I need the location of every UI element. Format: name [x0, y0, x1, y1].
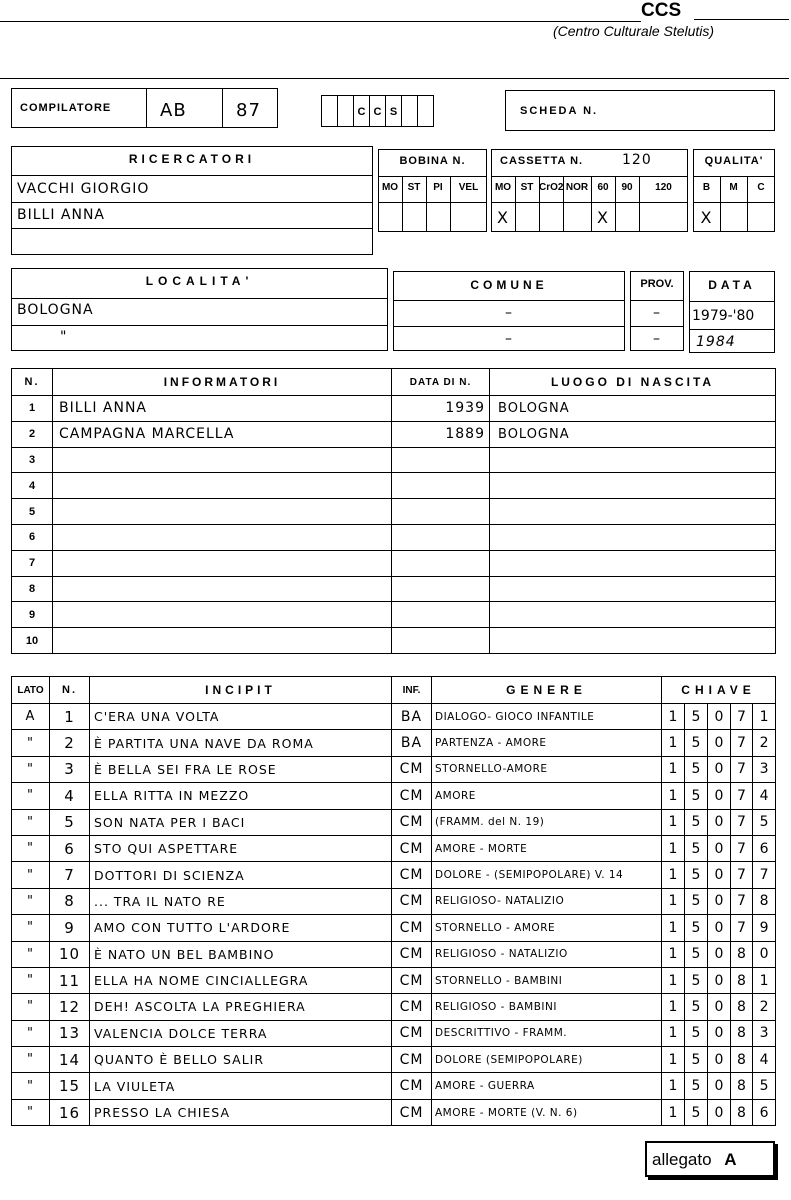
brano-incipit[interactable]: VALENCIA DOLCE TERRA [90, 1020, 392, 1046]
bobina-col-label: VEL [458, 182, 479, 193]
brano-genere[interactable]: DESCRITTIVO - FRAMM. [432, 1020, 662, 1046]
chiave-digit[interactable]: 5 [685, 941, 708, 967]
brano-genere[interactable]: RELIGIOSO - BAMBINI [432, 994, 662, 1020]
informatore-year[interactable] [392, 550, 490, 576]
qualita-mark[interactable]: X [700, 208, 713, 227]
chiave-digit[interactable]: 7 [731, 783, 753, 809]
informatore-name[interactable] [53, 576, 392, 602]
informatore-row [12, 550, 776, 576]
chiave-digit[interactable]: 0 [708, 941, 731, 967]
informatore-place[interactable] [490, 576, 776, 602]
chiave-digit[interactable]: 1 [662, 967, 685, 993]
brano-number[interactable]: 4 [50, 783, 90, 809]
brano-lato[interactable]: " [12, 835, 50, 861]
brano-genere[interactable]: AMORE - GUERRA [432, 1073, 662, 1099]
chiave-digit[interactable]: 7 [731, 888, 753, 914]
brano-lato[interactable]: " [12, 730, 50, 756]
brano-incipit[interactable]: SON NATA PER I BACI [90, 809, 392, 835]
informatore-row [12, 421, 776, 447]
inf-header: INF. [392, 677, 432, 704]
chiave-digit[interactable]: 5 [685, 1073, 708, 1099]
brano-genere[interactable]: AMORE - MORTE (V. N. 6) [432, 1099, 662, 1125]
brano-genere[interactable]: STORNELLO-AMORE [432, 756, 662, 782]
brano-lato[interactable]: " [12, 1073, 50, 1099]
chiave-digit[interactable]: 8 [731, 967, 753, 993]
brano-row [12, 1099, 776, 1125]
informatore-year[interactable] [392, 499, 490, 525]
chiave-digit[interactable]: 7 [731, 730, 753, 756]
informatore-row [12, 473, 776, 499]
bobina-col-label: PI [433, 182, 443, 193]
chiave-digit[interactable]: 1 [662, 1020, 685, 1046]
brano-number[interactable]: 9 [50, 915, 90, 941]
bobina-label: BOBINA N. [399, 155, 466, 167]
qualita-col-label: M [729, 182, 738, 193]
bobina-col-label: MO [381, 182, 399, 193]
inf-name-header: INFORMATORI [53, 369, 392, 396]
informatore-place[interactable] [490, 473, 776, 499]
informatore-year[interactable] [392, 473, 490, 499]
allegato-text: allegato [652, 1150, 712, 1169]
chiave-digit[interactable]: 0 [708, 1020, 731, 1046]
brano-row [12, 862, 776, 888]
cassetta-mark[interactable]: X [497, 208, 509, 227]
brano-incipit[interactable]: LA VIULETA [90, 1073, 392, 1099]
chiave-digit[interactable]: 0 [708, 967, 731, 993]
header-line-short [694, 19, 789, 20]
brano-number[interactable]: 3 [50, 756, 90, 782]
cassetta-col-label: 60 [597, 182, 609, 193]
informatore-number: 8 [12, 576, 53, 602]
inf-year-header: DATA DI N. [392, 369, 490, 396]
ricercatori-label: RICERCATORI [128, 152, 256, 166]
brano-number[interactable]: 14 [50, 1047, 90, 1073]
chiave-digit[interactable]: 1 [662, 730, 685, 756]
chiave-digit[interactable]: 8 [731, 1020, 753, 1046]
brano-lato[interactable]: " [12, 862, 50, 888]
chiave-digit[interactable]: 1 [662, 862, 685, 888]
brano-genere[interactable]: RELIGIOSO- NATALIZIO [432, 888, 662, 914]
informatore-place[interactable] [490, 628, 776, 654]
header-line-top [0, 21, 641, 22]
ccs-code-cell[interactable] [337, 95, 354, 127]
brano-genere[interactable]: PARTENZA - AMORE [432, 730, 662, 756]
brano-row [12, 809, 776, 835]
informatore-name[interactable] [53, 628, 392, 654]
informatore-place[interactable] [490, 602, 776, 628]
chiave-digit[interactable]: 0 [708, 704, 731, 730]
brano-incipit[interactable]: DEH! ASCOLTA LA PREGHIERA [90, 994, 392, 1020]
informatore-row [12, 499, 776, 525]
compilatore-number[interactable]: 87 [236, 100, 261, 121]
informatore-row [12, 602, 776, 628]
chiave-digit[interactable]: 0 [708, 862, 731, 888]
localita-value-1[interactable]: BOLOGNA [17, 302, 94, 318]
chiave-digit[interactable]: 7 [731, 835, 753, 861]
comune-value-1[interactable]: – [505, 305, 513, 321]
brano-number[interactable]: 15 [50, 1073, 90, 1099]
chiave-digit[interactable]: 0 [708, 809, 731, 835]
informatore-name[interactable] [53, 602, 392, 628]
brano-row [12, 730, 776, 756]
ccs-code-cell[interactable]: C [369, 95, 386, 127]
chiave-digit[interactable]: 0 [708, 888, 731, 914]
allegato-letter: A [724, 1150, 737, 1169]
informatore-row [12, 524, 776, 550]
cassetta-col-label: CrO2 [539, 182, 564, 193]
scheda-label: SCHEDA N. [520, 105, 599, 117]
chiave-digit[interactable]: 0 [753, 941, 776, 967]
chiave-digit[interactable]: 5 [685, 915, 708, 941]
brano-informatore[interactable]: CM [392, 1047, 432, 1073]
qualita-col-label: C [757, 182, 765, 193]
brano-incipit[interactable]: ... TRA IL NATO RE [90, 888, 392, 914]
brano-row [12, 967, 776, 993]
brano-incipit[interactable]: ELLA HA NOME CINCIALLEGRA [90, 967, 392, 993]
cassetta-col-label: NOR [565, 182, 589, 193]
chiave-digit[interactable]: 1 [662, 915, 685, 941]
chiave-digit[interactable]: 5 [685, 888, 708, 914]
chiave-digit[interactable]: 0 [708, 1047, 731, 1073]
ccs-code-boxes [322, 95, 434, 129]
chiave-digit[interactable]: 4 [753, 1047, 776, 1073]
incipit-header: INCIPIT [90, 677, 392, 704]
informatore-number: 6 [12, 524, 53, 550]
data-value-1[interactable]: 1979-'80 [692, 308, 755, 324]
inf-place-header: LUOGO DI NASCITA [490, 369, 776, 396]
chiave-digit[interactable]: 5 [685, 704, 708, 730]
brano-lato[interactable]: " [12, 756, 50, 782]
brano-number[interactable]: 1 [50, 704, 90, 730]
informatore-name[interactable] [53, 499, 392, 525]
chiave-digit[interactable]: 0 [708, 835, 731, 861]
brano-informatore[interactable]: CM [392, 1099, 432, 1125]
brano-number[interactable]: 12 [50, 994, 90, 1020]
chiave-digit[interactable]: 0 [708, 1099, 731, 1125]
chiave-digit[interactable]: 0 [708, 730, 731, 756]
ccs-code-cell[interactable] [417, 95, 434, 127]
brano-incipit[interactable]: È BELLA SEI FRA LE ROSE [90, 756, 392, 782]
informatore-year[interactable] [392, 447, 490, 473]
brano-lato[interactable]: " [12, 941, 50, 967]
brano-lato[interactable]: " [12, 1020, 50, 1046]
informatore-number: 7 [12, 550, 53, 576]
chiave-digit[interactable]: 5 [685, 730, 708, 756]
informatore-name[interactable] [53, 473, 392, 499]
informatori-table [11, 368, 776, 654]
prov-value-2[interactable]: – [653, 331, 661, 347]
informatore-number: 10 [12, 628, 53, 654]
cassetta-col-label: MO [494, 182, 512, 193]
informatore-year[interactable] [392, 628, 490, 654]
chiave-digit[interactable]: 1 [662, 994, 685, 1020]
chiave-digit[interactable]: 1 [662, 835, 685, 861]
brano-genere[interactable]: (FRAMM. del N. 19) [432, 809, 662, 835]
informatore-name[interactable]: CAMPAGNA MARCELLA [53, 421, 392, 447]
brano-row [12, 941, 776, 967]
chiave-digit[interactable]: 5 [685, 1047, 708, 1073]
brano-row [12, 1020, 776, 1046]
chiave-digit[interactable]: 1 [753, 704, 776, 730]
chiave-digit[interactable]: 6 [753, 835, 776, 861]
brano-informatore[interactable]: CM [392, 809, 432, 835]
bobina-col-label: ST [407, 182, 421, 193]
brano-informatore[interactable]: CM [392, 835, 432, 861]
brano-genere[interactable]: AMORE - MORTE [432, 835, 662, 861]
chiave-digit[interactable]: 5 [685, 756, 708, 782]
lato-header: LATO [12, 677, 50, 704]
ccs-code-cell[interactable]: S [385, 95, 402, 127]
brano-number[interactable]: 6 [50, 835, 90, 861]
header-line-bottom [0, 78, 789, 79]
ccs-code-cell[interactable] [321, 95, 338, 127]
chiave-digit[interactable]: 5 [753, 809, 776, 835]
brano-number[interactable]: 2 [50, 730, 90, 756]
brano-informatore[interactable]: CM [392, 941, 432, 967]
informatore-name[interactable] [53, 524, 392, 550]
brani-table [11, 676, 776, 1126]
informatore-year[interactable]: 1939 [392, 396, 490, 422]
brano-incipit[interactable]: ELLA RITTA IN MEZZO [90, 783, 392, 809]
chiave-digit[interactable]: 8 [753, 888, 776, 914]
brano-informatore[interactable]: CM [392, 862, 432, 888]
informatore-place[interactable] [490, 524, 776, 550]
chiave-digit[interactable]: 5 [685, 835, 708, 861]
chiave-digit[interactable]: 0 [708, 756, 731, 782]
chiave-digit[interactable]: 8 [731, 1047, 753, 1073]
brano-lato[interactable]: " [12, 1047, 50, 1073]
chiave-digit[interactable]: 8 [731, 994, 753, 1020]
brano-informatore[interactable]: CM [392, 756, 432, 782]
brano-incipit[interactable]: È PARTITA UNA NAVE DA ROMA [90, 730, 392, 756]
informatore-year[interactable] [392, 602, 490, 628]
chiave-digit[interactable]: 0 [708, 915, 731, 941]
informatore-name[interactable] [53, 550, 392, 576]
brano-informatore[interactable]: CM [392, 1073, 432, 1099]
chiave-digit[interactable]: 8 [731, 1099, 753, 1125]
cassetta-col-label: 120 [655, 182, 672, 193]
chiave-digit[interactable]: 7 [731, 704, 753, 730]
chiave-digit[interactable]: 7 [731, 915, 753, 941]
brano-informatore[interactable]: CM [392, 915, 432, 941]
informatore-place[interactable]: BOLOGNA [490, 396, 776, 422]
brano-lato[interactable]: A [12, 704, 50, 730]
prov-label: PROV. [640, 278, 674, 290]
chiave-digit[interactable]: 2 [753, 994, 776, 1020]
chiave-digit[interactable]: 7 [731, 756, 753, 782]
informatore-name[interactable] [53, 447, 392, 473]
chiave-digit[interactable]: 8 [731, 941, 753, 967]
informatore-place[interactable] [490, 499, 776, 525]
chiave-digit[interactable]: 5 [685, 1020, 708, 1046]
ccs-title: CCS [641, 0, 682, 21]
brano-row [12, 783, 776, 809]
chiave-digit[interactable]: 8 [731, 1073, 753, 1099]
ricercatore-name-1[interactable]: VACCHI GIORGIO [17, 181, 150, 197]
brano-row [12, 835, 776, 861]
chiave-digit[interactable]: 1 [662, 809, 685, 835]
chiave-digit[interactable]: 1 [662, 756, 685, 782]
chiave-digit[interactable]: 5 [685, 967, 708, 993]
compilatore-value[interactable]: AB [160, 100, 187, 121]
chiave-digit[interactable]: 9 [753, 915, 776, 941]
brano-genere[interactable]: DOLORE - (SEMIPOPOLARE) V. 14 [432, 862, 662, 888]
data-value-2[interactable]: 1984 [696, 334, 736, 350]
brano-incipit[interactable]: QUANTO È BELLO SALIR [90, 1047, 392, 1073]
brano-informatore[interactable]: BA [392, 730, 432, 756]
cassetta-mark[interactable]: X [597, 208, 609, 227]
prov-value-1[interactable]: – [653, 305, 661, 321]
brano-genere[interactable]: STORNELLO - BAMBINI [432, 967, 662, 993]
brano-row [12, 1047, 776, 1073]
cassetta-col-label: ST [520, 182, 534, 193]
chiave-digit[interactable]: 1 [753, 967, 776, 993]
genere-header: GENERE [432, 677, 662, 704]
qualita-label: QUALITA' [704, 155, 764, 167]
informatore-year[interactable] [392, 524, 490, 550]
comune-label: COMUNE [470, 278, 548, 292]
chiave-digit[interactable]: 0 [708, 994, 731, 1020]
chiave-digit[interactable]: 6 [753, 1099, 776, 1125]
informatore-place[interactable]: BOLOGNA [490, 421, 776, 447]
chiave-digit[interactable]: 7 [753, 862, 776, 888]
chiave-digit[interactable]: 5 [685, 862, 708, 888]
brano-informatore[interactable]: CM [392, 783, 432, 809]
brano-number[interactable]: 13 [50, 1020, 90, 1046]
informatore-number: 1 [12, 396, 53, 422]
chiave-header: CHIAVE [662, 677, 776, 704]
brano-number[interactable]: 5 [50, 809, 90, 835]
informatore-name[interactable]: BILLI ANNA [53, 396, 392, 422]
brano-incipit[interactable]: È NATO UN BEL BAMBINO [90, 941, 392, 967]
chiave-digit[interactable]: 7 [731, 862, 753, 888]
brano-incipit[interactable]: STO QUI ASPETTARE [90, 835, 392, 861]
chiave-digit[interactable]: 1 [662, 1099, 685, 1125]
chiave-digit[interactable]: 3 [753, 1020, 776, 1046]
informatore-row [12, 576, 776, 602]
chiave-digit[interactable]: 3 [753, 756, 776, 782]
brano-genere[interactable]: DOLORE (SEMIPOPOLARE) [432, 1047, 662, 1073]
informatore-number: 5 [12, 499, 53, 525]
brano-informatore[interactable]: BA [392, 704, 432, 730]
chiave-digit[interactable]: 0 [708, 1073, 731, 1099]
informatore-year[interactable] [392, 576, 490, 602]
informatore-number: 9 [12, 602, 53, 628]
localita-label: LOCALITA' [145, 274, 254, 288]
brano-row [12, 756, 776, 782]
brano-lato[interactable]: " [12, 994, 50, 1020]
informatore-row [12, 447, 776, 473]
informatore-number: 4 [12, 473, 53, 499]
brano-incipit[interactable]: PRESSO LA CHIESA [90, 1099, 392, 1125]
chiave-digit[interactable]: 1 [662, 1073, 685, 1099]
chiave-digit[interactable]: 5 [685, 1099, 708, 1125]
brano-lato[interactable]: " [12, 915, 50, 941]
brano-genere[interactable]: AMORE [432, 783, 662, 809]
chiave-digit[interactable]: 5 [753, 1073, 776, 1099]
brano-informatore[interactable]: CM [392, 994, 432, 1020]
cassetta-number[interactable]: 120 [622, 152, 652, 168]
cassetta-col-label: 90 [621, 182, 633, 193]
localita-value-2[interactable]: " [60, 329, 68, 345]
brano-incipit[interactable]: DOTTORI DI SCIENZA [90, 862, 392, 888]
brano-number[interactable]: 11 [50, 967, 90, 993]
comune-value-2[interactable]: – [505, 331, 513, 347]
chiave-digit[interactable]: 5 [685, 809, 708, 835]
brano-genere[interactable]: RELIGIOSO - NATALIZIO [432, 941, 662, 967]
informatore-place[interactable] [490, 447, 776, 473]
inf-n-header: N. [12, 369, 53, 396]
brano-genere[interactable]: STORNELLO - AMORE [432, 915, 662, 941]
brano-row [12, 915, 776, 941]
chiave-digit[interactable]: 1 [662, 783, 685, 809]
ccs-code-cell[interactable]: C [353, 95, 370, 127]
compilatore-label: COMPILATORE [20, 102, 112, 114]
brano-lato[interactable]: " [12, 809, 50, 835]
informatore-year[interactable]: 1889 [392, 421, 490, 447]
brano-incipit[interactable]: AMO CON TUTTO L'ARDORE [90, 915, 392, 941]
chiave-digit[interactable]: 5 [685, 783, 708, 809]
brano-row [12, 994, 776, 1020]
chiave-digit[interactable]: 0 [708, 783, 731, 809]
ccs-code-cell[interactable] [401, 95, 418, 127]
informatore-number: 2 [12, 421, 53, 447]
cassetta-label: CASSETTA N. [500, 155, 584, 167]
chiave-digit[interactable]: 1 [662, 704, 685, 730]
brano-incipit[interactable]: C'ERA UNA VOLTA [90, 704, 392, 730]
ccs-subtitle: (Centro Culturale Stelutis) [553, 23, 715, 39]
chiave-digit[interactable]: 1 [662, 888, 685, 914]
data-label: DATA [708, 278, 756, 292]
chiave-digit[interactable]: 1 [662, 1047, 685, 1073]
brano-informatore[interactable]: CM [392, 967, 432, 993]
informatore-row [12, 628, 776, 654]
brano-lato[interactable]: " [12, 1099, 50, 1125]
brano-informatore[interactable]: CM [392, 888, 432, 914]
qualita-col-label: B [702, 182, 711, 193]
chiave-digit[interactable]: 2 [753, 730, 776, 756]
brano-lato[interactable]: " [12, 783, 50, 809]
allegato-label [652, 1150, 737, 1170]
brano-row [12, 1073, 776, 1099]
chiave-digit[interactable]: 5 [685, 994, 708, 1020]
chiave-digit[interactable]: 7 [731, 809, 753, 835]
chiave-digit[interactable]: 4 [753, 783, 776, 809]
informatore-row [12, 396, 776, 422]
ricercatore-name-2[interactable]: BILLI ANNA [17, 207, 106, 223]
brano-row [12, 888, 776, 914]
brano-number[interactable]: 7 [50, 862, 90, 888]
chiave-digit[interactable]: 1 [662, 941, 685, 967]
brano-number[interactable]: 10 [50, 941, 90, 967]
informatore-number: 3 [12, 447, 53, 473]
brano-lato[interactable]: " [12, 888, 50, 914]
brano-number[interactable]: 8 [50, 888, 90, 914]
brano-number[interactable]: 16 [50, 1099, 90, 1125]
informatore-place[interactable] [490, 550, 776, 576]
brano-row [12, 704, 776, 730]
brano-genere[interactable]: DIALOGO- GIOCO INFANTILE [432, 704, 662, 730]
brano-informatore[interactable]: CM [392, 1020, 432, 1046]
brano-lato[interactable]: " [12, 967, 50, 993]
n-header: N. [50, 677, 90, 704]
